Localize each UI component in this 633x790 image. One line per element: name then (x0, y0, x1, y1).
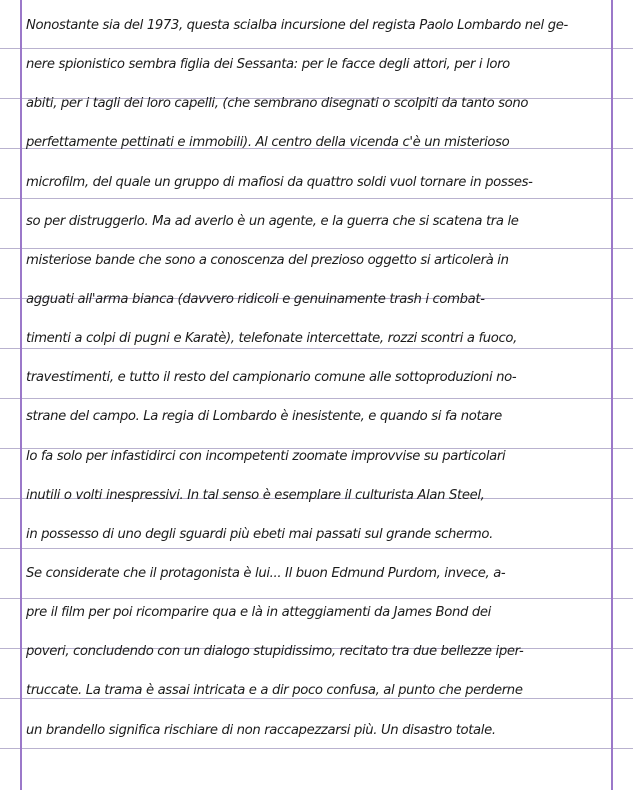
text-line: Se considerate che il protagonista è lui... Il buon Edmund Purdom, invece, a- (26, 565, 506, 581)
text-line: misteriose bande che sono a conoscenza del prezioso oggetto si articolerà in (26, 252, 509, 268)
text-line: truccate. La trama è assai intricata e a dir poco confusa, al punto che perderne (26, 683, 523, 699)
left-margin-line (20, 0, 22, 790)
text-line: inutili o volti inespressivi. In tal senso è esemplare il culturista Alan Steel, (26, 487, 485, 503)
text-line: travestimenti, e tutto il resto del campionario comune alle sottoproduzioni no- (26, 370, 517, 386)
text-line: abiti, per i tagli dei loro capelli, (che sembrano disegnati o scolpiti da tanto sono (26, 96, 529, 112)
text-line: lo fa solo per infastidirci con incompetenti zoomate improvvise su particolari (26, 448, 506, 464)
text-line: microfilm, del quale un gruppo di mafiosi da quattro soldi vuol tornare in posses- (26, 174, 533, 190)
text-line: nere spionistico sembra figlia dei Sessanta: per le facce degli attori, per i loro (26, 57, 510, 73)
right-margin-line (611, 0, 613, 790)
text-line: so per distruggerlo. Ma ad averlo è un agente, e la guerra che si scatena tra le (26, 213, 519, 229)
text-line: un brandello significa rischiare di non raccapezzarsi più. Un disastro totale. (26, 722, 496, 738)
text-line: agguati all'arma bianca (davvero ridicoli e genuinamente trash i combat- (26, 291, 485, 307)
text-line: perfettamente pettinati e immobili). Al centro della vicenda c'è un misterioso (26, 135, 510, 151)
text-line: in possesso di uno degli sguardi più ebeti mai passati sul grande schermo. (26, 526, 493, 542)
text-line: strane del campo. La regia di Lombardo è inesistente, e quando si fa notare (26, 409, 502, 425)
text-line: Nonostante sia del 1973, questa scialba incursione del regista Paolo Lombardo nel ge- (26, 18, 568, 33)
text-line: timenti a colpi di pugni e Karatè), telefonate intercettate, rozzi scontri a fuoco, (26, 331, 517, 347)
text-line: pre il film per poi ricomparire qua e là in atteggiamenti da James Bond dei (26, 605, 491, 621)
handwritten-review-text (26, 6, 608, 750)
text-line: poveri, concludendo con un dialogo stupidissimo, recitato tra due bellezze iper- (26, 644, 524, 660)
